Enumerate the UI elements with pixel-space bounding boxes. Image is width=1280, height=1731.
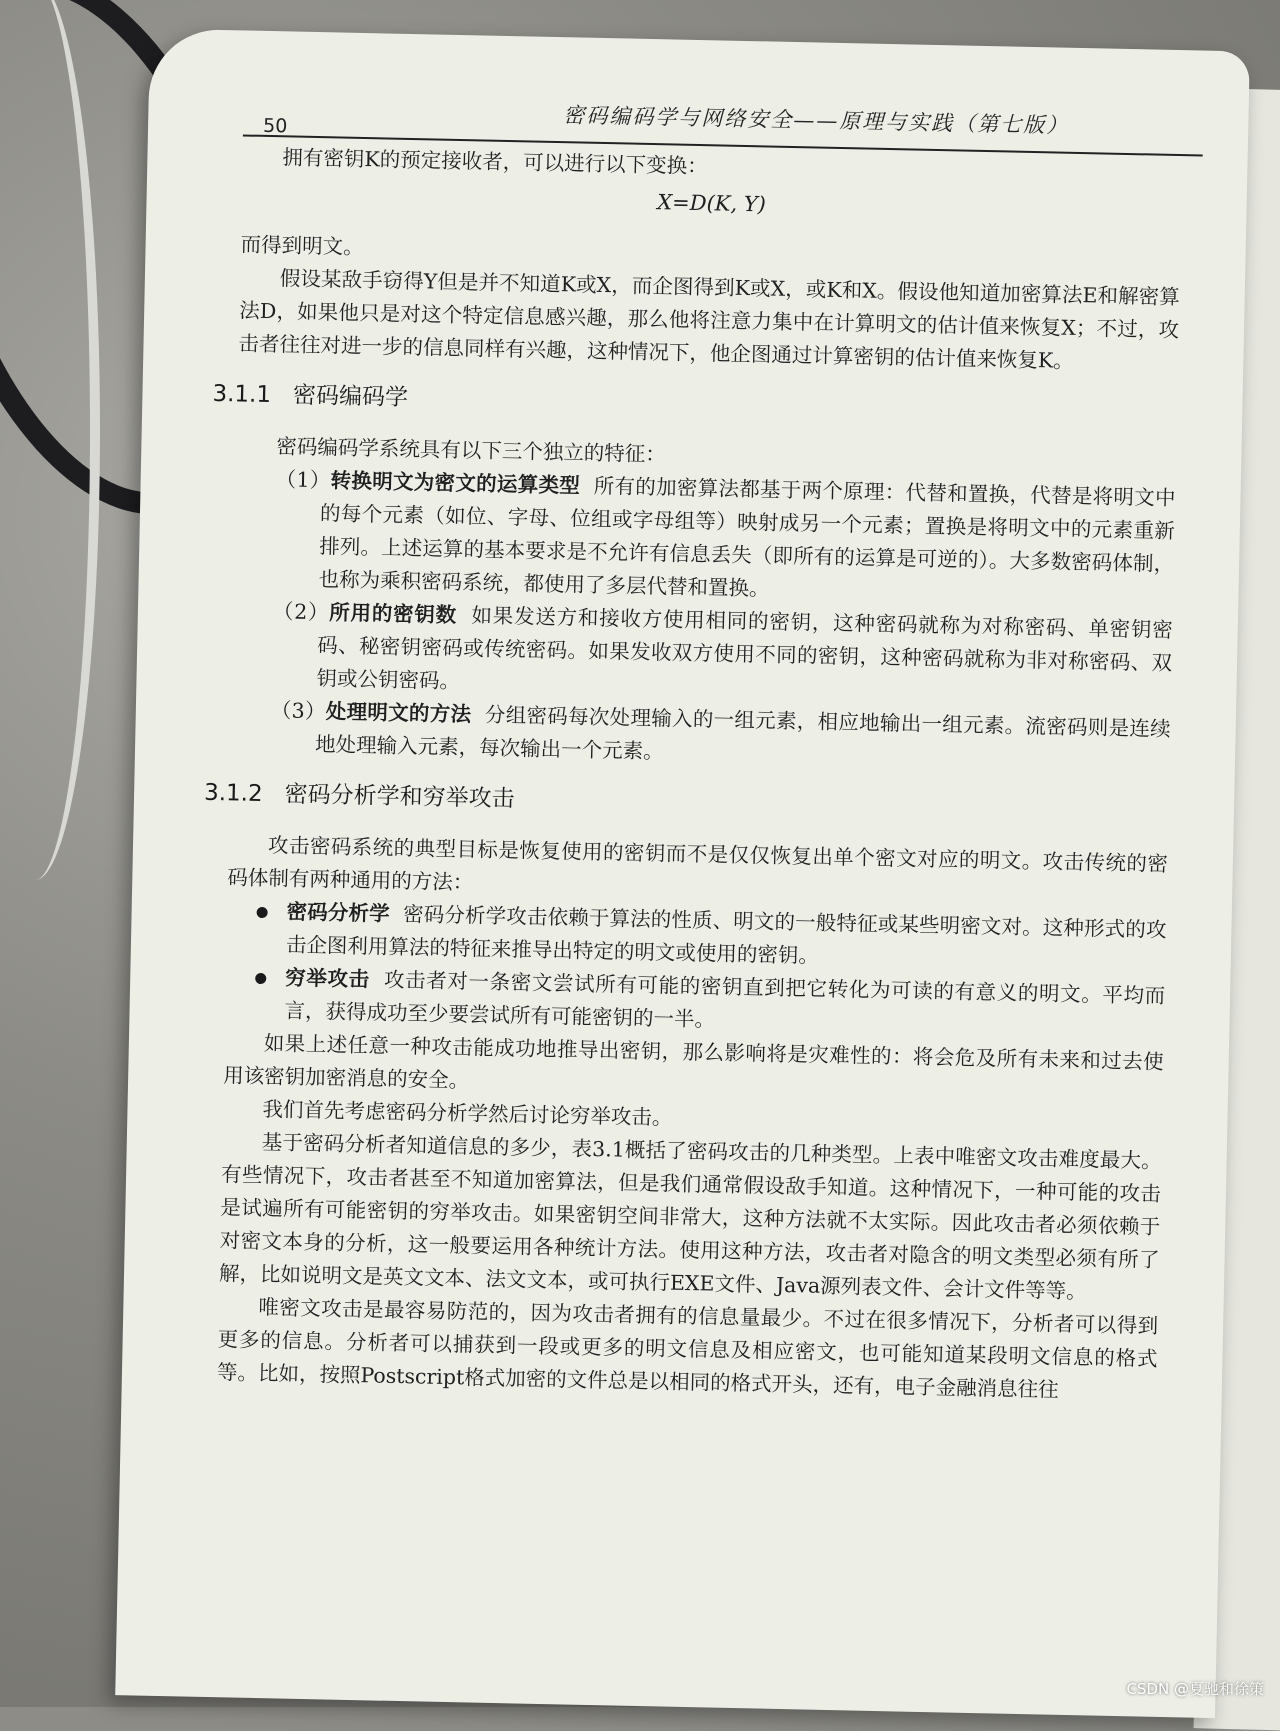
- feature-item: （1）转换明文为密文的运算类型 所有的加密算法都基于两个原理：代替和置换，代替是将明文中的每个元素（如位、字母、位组或字母组等）映射成另一个元素；置换是将明文中的元素重新排列。上述运算的基本要求是不允许有信息丢失（即所有的运算是可逆的）。大多数密码体制，也称为乘积密码系统，都使用了多层代替和置换。: [275, 467, 1176, 601]
- intro-line-2: 而得到明文。: [240, 232, 364, 259]
- feature-text: 所有的加密算法都基于两个原理：代替和置换，代替是将明文中的每个元素（如位、字母、位组或字母组等）映射成另一个元素；置换是将明文中的元素重新排列。上述运算的基本要求是不允许有信息丢失（即所有的运算是可逆的）。大多数密码体制，也称为乘积密码系统，都使用了多层代替和置换。: [318, 473, 1176, 601]
- feature-term: 所用的密钥数: [329, 600, 458, 628]
- bullet-icon: [255, 973, 266, 984]
- body-paragraph: 唯密文攻击是最容易防范的，因为攻击者拥有的信息量最少。不过在很多情况下，分析者可以得到更多的信息。分析者可以捕获到一段或更多的明文信息及相应密文，也可能知道某段明文信息的格式等。比如，按照Postscript格式加密的文件总是以相同的格式开头，还有，电子金融消息往往: [216, 1295, 1159, 1402]
- body-paragraph: 我们首先考虑密码分析学然后讨论穷举攻击。: [262, 1097, 673, 1130]
- bullet-icon: [257, 907, 268, 918]
- bullet-text: 密码分析学攻击依赖于算法的性质、明文的一般特征或某些明密文对。这种形式的攻击企图利用算法的特征来推导出特定的明文或使用的密钥。: [285, 901, 1167, 968]
- bullet-term: 密码分析学: [286, 899, 391, 926]
- section-title: 密码分析学和穷举攻击: [284, 781, 515, 813]
- page-number: 50: [262, 114, 288, 138]
- intro-paragraph: 假设某敌手窃得Y但是并不知道K或X，而企图得到K或X，或K和X。假设他知道加密算法E和解密算法D，如果他只是对这个特定信息感兴趣，那么他将注意力集中在计算明文的估计值来恢复X；不过，攻击者往往对进一步的信息同样有兴趣，这种情况下，他企图通过计算密钥的估计值来恢复K。: [238, 266, 1180, 373]
- section-number: 3.1.1: [212, 380, 272, 409]
- intro-line: 拥有密钥K的预定接收者，可以进行以下变换：: [282, 145, 708, 179]
- section-heading-3-1-2: [204, 777, 1169, 830]
- page-body: [203, 140, 1183, 1408]
- section-heading-3-1-1: [212, 378, 1177, 431]
- section-number: 3.1.2: [203, 779, 263, 808]
- section-intro: 攻击密码系统的典型目标是恢复使用的密钥而不是仅仅恢复出单个密文对应的明文。攻击传统的密码体制有两种通用的方法：: [227, 833, 1169, 895]
- feature-text: 分组密码每次处理输入的一组元素，相应地输出一组元素。流密码则是连续地处理输入元素，每次输出一个元素。: [314, 702, 1171, 764]
- body-paragraph: 基于密码分析者知道信息的多少，表3.1概括了密码攻击的几种类型。上表中唯密文攻击难度最大。有些情况下，攻击者甚至不知道加密算法，但是我们通常假设敌手知道。这种情况下，一种可能的攻击是试遍所有可能密钥的穷举攻击。如果密钥空间非常大，这种方法就不太实际。因此攻击者必须依赖于对密文本身的分析，这一般要运用各种统计方法。使用这种方法，攻击者对隐含的明文类型必须有所了解，比如说明文是英文文本、法文文本，或可执行EXE文件、Java源列表文件、会计文件等等。: [218, 1130, 1162, 1304]
- section-title: 密码编码学: [292, 382, 409, 411]
- feature-term: 处理明文的方法: [325, 699, 472, 727]
- feature-item: （2）所用的密钥数 如果发送方和接收方使用相同的密钥，这种密码就称为对称密码、单密钥密码、秘密钥密码或传统密码。如果发收双方使用不同的密钥，这种密码就称为非对称密码、双钥或公钥密码。: [272, 599, 1173, 694]
- feature-item: （3）处理明文的方法 分组密码每次处理输入的一组元素，相应地输出一组元素。流密码则是连续地处理输入元素，每次输出一个元素。: [270, 698, 1171, 764]
- watermark: CSDN @夏驰和徐策: [1126, 1680, 1264, 1698]
- feature-text: 如果发送方和接收方使用相同的密钥，这种密码就称为对称密码、单密钥密码、秘密钥密码或传统密码。如果发收双方使用不同的密钥，这种密码就称为非对称密码、双钥或公钥密码。: [316, 603, 1173, 694]
- bullet-term: 穷举攻击: [285, 965, 371, 992]
- feature-term: 转换明文为密文的运算类型: [330, 468, 581, 498]
- formula: X=D(K, Y): [656, 190, 767, 217]
- bullet-text: 攻击者对一条密文尝试所有可能的密钥直到把它转化为可读的有意义的明文。平均而言，获得成功至少要尝试所有可能密钥的一半。: [284, 967, 1166, 1032]
- book-page: [115, 28, 1250, 1718]
- book-title: 密码编码学与网络安全——原理与实践（第七版）: [563, 103, 1070, 138]
- section-intro: 密码编码学系统具有以下三个独立的特征：: [276, 434, 667, 467]
- body-paragraph: 如果上述任意一种攻击能成功地推导出密钥，那么影响将是灾难性的：将会危及所有未来和过去使用该密钥加密消息的安全。: [222, 1031, 1164, 1093]
